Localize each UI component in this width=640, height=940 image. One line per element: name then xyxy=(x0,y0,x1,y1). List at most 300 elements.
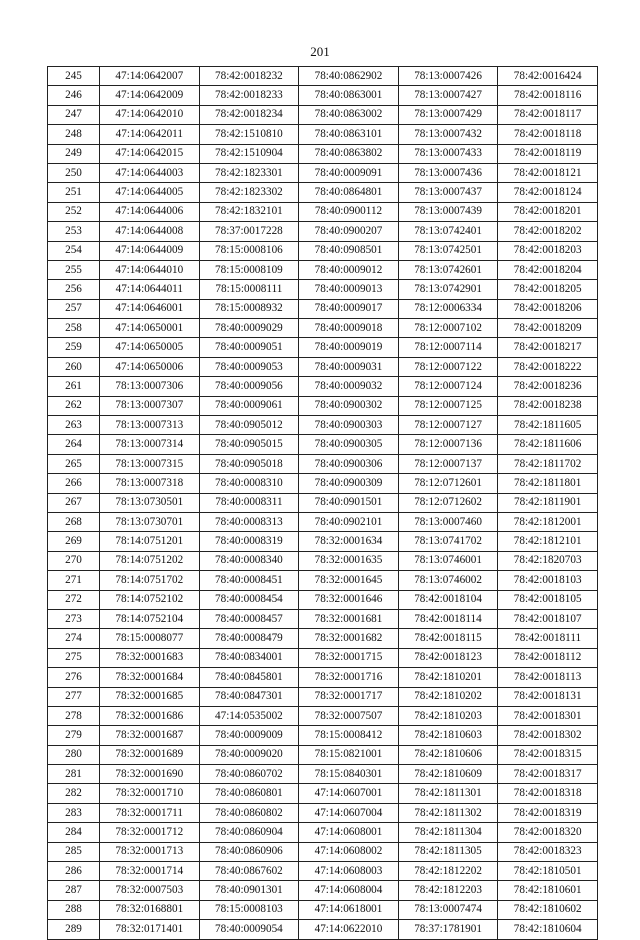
table-row xyxy=(48,338,598,357)
cadastral-number-cell: 78:14:0751201 xyxy=(100,532,200,551)
cadastral-number-cell: 47:14:0607004 xyxy=(299,803,399,822)
cadastral-number-cell: 78:13:0730501 xyxy=(100,493,200,512)
cadastral-number-cell: 78:40:0900112 xyxy=(299,202,399,221)
cadastral-number-cell: 78:32:0001712 xyxy=(100,823,200,842)
cadastral-number-cell: 78:32:0001690 xyxy=(100,765,200,784)
row-number-cell: 265 xyxy=(48,454,100,473)
cadastral-number-cell: 78:42:1810201 xyxy=(398,668,498,687)
row-number-cell: 278 xyxy=(48,706,100,725)
cadastral-number-cell: 78:13:0007313 xyxy=(100,416,200,435)
row-number-cell: 246 xyxy=(48,86,100,105)
cadastral-number-cell: 47:14:0650001 xyxy=(100,319,200,338)
cadastral-number-cell: 78:40:0847301 xyxy=(199,687,299,706)
cadastral-number-cell: 78:40:0902101 xyxy=(299,512,399,531)
table-row xyxy=(48,803,598,822)
cadastral-number-cell: 78:12:0007137 xyxy=(398,454,498,473)
cadastral-number-cell: 78:40:0863101 xyxy=(299,125,399,144)
cadastral-number-cell: 78:13:0007318 xyxy=(100,474,200,493)
cadastral-number-cell: 78:42:0018107 xyxy=(498,609,598,628)
cadastral-number-cell: 78:42:1811702 xyxy=(498,454,598,473)
row-number-cell: 252 xyxy=(48,202,100,221)
cadastral-number-cell: 78:40:0905015 xyxy=(199,435,299,454)
cadastral-number-cell: 78:12:0007136 xyxy=(398,435,498,454)
cadastral-number-cell: 78:40:0863001 xyxy=(299,86,399,105)
cadastral-number-cell: 78:12:0007125 xyxy=(398,396,498,415)
cadastral-number-cell: 78:42:1812202 xyxy=(398,862,498,881)
table-row xyxy=(48,881,598,900)
cadastral-number-cell: 78:42:1811305 xyxy=(398,842,498,861)
table-row xyxy=(48,687,598,706)
row-number-cell: 279 xyxy=(48,726,100,745)
table-row xyxy=(48,222,598,241)
table-row xyxy=(48,280,598,299)
row-number-cell: 248 xyxy=(48,125,100,144)
cadastral-number-cell: 78:15:0008077 xyxy=(100,629,200,648)
row-number-cell: 267 xyxy=(48,493,100,512)
row-number-cell: 283 xyxy=(48,803,100,822)
row-number-cell: 261 xyxy=(48,377,100,396)
row-number-cell: 269 xyxy=(48,532,100,551)
cadastral-number-cell: 78:42:0018103 xyxy=(498,571,598,590)
row-number-cell: 287 xyxy=(48,881,100,900)
cadastral-number-cell: 78:42:1811901 xyxy=(498,493,598,512)
cadastral-number-cell: 78:32:0168801 xyxy=(100,900,200,919)
cadastral-number-cell: 47:14:0644010 xyxy=(100,260,200,279)
cadastral-number-cell: 78:32:0001713 xyxy=(100,842,200,861)
cadastral-number-cell: 78:42:0018320 xyxy=(498,823,598,842)
cadastral-number-cell: 78:40:0009031 xyxy=(299,357,399,376)
cadastral-number-cell: 78:40:0008319 xyxy=(199,532,299,551)
cadastral-number-cell: 78:32:0001689 xyxy=(100,745,200,764)
row-number-cell: 272 xyxy=(48,590,100,609)
row-number-cell: 282 xyxy=(48,784,100,803)
cadastral-number-cell: 78:32:0001634 xyxy=(299,532,399,551)
row-number-cell: 255 xyxy=(48,260,100,279)
cadastral-number-cell: 78:42:1810609 xyxy=(398,765,498,784)
cadastral-number-cell: 78:40:0009054 xyxy=(199,920,299,939)
table-row xyxy=(48,435,598,454)
cadastral-number-cell: 47:14:0608004 xyxy=(299,881,399,900)
cadastral-number-cell: 47:14:0642009 xyxy=(100,86,200,105)
row-number-cell: 262 xyxy=(48,396,100,415)
cadastral-number-cell: 78:42:0018236 xyxy=(498,377,598,396)
cadastral-number-cell: 78:32:0001710 xyxy=(100,784,200,803)
row-number-cell: 275 xyxy=(48,648,100,667)
cadastral-number-cell: 78:42:0018217 xyxy=(498,338,598,357)
row-number-cell: 259 xyxy=(48,338,100,357)
table-row xyxy=(48,842,598,861)
cadastral-number-cell: 78:13:0007315 xyxy=(100,454,200,473)
cadastral-number-cell: 78:40:0009091 xyxy=(299,163,399,182)
cadastral-number-cell: 78:42:0018131 xyxy=(498,687,598,706)
cadastral-number-cell: 78:40:0900305 xyxy=(299,435,399,454)
row-number-cell: 288 xyxy=(48,900,100,919)
row-number-cell: 258 xyxy=(48,319,100,338)
cadastral-number-cell: 78:12:0007114 xyxy=(398,338,498,357)
cadastral-number-cell: 78:42:0018202 xyxy=(498,222,598,241)
cadastral-number-cell: 78:42:1811606 xyxy=(498,435,598,454)
row-number-cell: 256 xyxy=(48,280,100,299)
cadastral-number-cell: 78:32:0001683 xyxy=(100,648,200,667)
cadastral-number-cell: 78:42:0018117 xyxy=(498,105,598,124)
row-number-cell: 257 xyxy=(48,299,100,318)
row-number-cell: 266 xyxy=(48,474,100,493)
table-row xyxy=(48,357,598,376)
cadastral-number-cell: 78:32:0001714 xyxy=(100,862,200,881)
cadastral-number-cell: 78:42:0018201 xyxy=(498,202,598,221)
table-row xyxy=(48,183,598,202)
cadastral-number-cell: 47:14:0644006 xyxy=(100,202,200,221)
row-number-cell: 254 xyxy=(48,241,100,260)
cadastral-number-cell: 78:42:1811302 xyxy=(398,803,498,822)
row-number-cell: 260 xyxy=(48,357,100,376)
cadastral-number-cell: 78:42:1832101 xyxy=(199,202,299,221)
table-row xyxy=(48,590,598,609)
table-row xyxy=(48,512,598,531)
row-number-cell: 245 xyxy=(48,67,100,86)
cadastral-number-cell: 47:14:0607001 xyxy=(299,784,399,803)
cadastral-number-cell: 78:42:1812001 xyxy=(498,512,598,531)
table-row xyxy=(48,745,598,764)
cadastral-number-cell: 78:42:0018124 xyxy=(498,183,598,202)
cadastral-number-cell: 78:14:0752102 xyxy=(100,590,200,609)
cadastral-number-cell: 78:42:0018317 xyxy=(498,765,598,784)
row-number-cell: 270 xyxy=(48,551,100,570)
cadastral-number-cell: 78:15:0840301 xyxy=(299,765,399,784)
cadastral-number-cell: 47:14:0644009 xyxy=(100,241,200,260)
row-number-cell: 274 xyxy=(48,629,100,648)
row-number-cell: 271 xyxy=(48,571,100,590)
cadastral-number-cell: 78:42:0018116 xyxy=(498,86,598,105)
cadastral-number-cell: 78:14:0751702 xyxy=(100,571,200,590)
table-row xyxy=(48,319,598,338)
cadastral-number-cell: 78:13:0742601 xyxy=(398,260,498,279)
cadastral-number-cell: 78:13:0007306 xyxy=(100,377,200,396)
cadastral-number-cell: 78:15:0008103 xyxy=(199,900,299,919)
table-row xyxy=(48,648,598,667)
cadastral-number-cell: 78:42:0018104 xyxy=(398,590,498,609)
row-number-cell: 289 xyxy=(48,920,100,939)
cadastral-number-cell: 78:13:0746001 xyxy=(398,551,498,570)
cadastral-number-cell: 78:40:0900306 xyxy=(299,454,399,473)
cadastral-number-cell: 78:13:0741702 xyxy=(398,532,498,551)
row-number-cell: 249 xyxy=(48,144,100,163)
cadastral-number-cell: 78:42:1812101 xyxy=(498,532,598,551)
table-row xyxy=(48,67,598,86)
row-number-cell: 280 xyxy=(48,745,100,764)
table-row xyxy=(48,765,598,784)
cadastral-number-cell: 78:42:0018204 xyxy=(498,260,598,279)
cadastral-number-cell: 78:15:0008106 xyxy=(199,241,299,260)
table-row xyxy=(48,474,598,493)
cadastral-number-cell: 78:42:0018123 xyxy=(398,648,498,667)
table-row xyxy=(48,532,598,551)
cadastral-number-cell: 78:40:0860904 xyxy=(199,823,299,842)
cadastral-number-cell: 78:42:0018209 xyxy=(498,319,598,338)
cadastral-number-cell: 78:42:1820703 xyxy=(498,551,598,570)
cadastral-number-cell: 78:13:0007314 xyxy=(100,435,200,454)
cadastral-number-cell: 78:40:0009020 xyxy=(199,745,299,764)
cadastral-number-cell: 78:42:1810606 xyxy=(398,745,498,764)
table-row xyxy=(48,900,598,919)
cadastral-number-cell: 78:40:0008454 xyxy=(199,590,299,609)
table-row xyxy=(48,241,598,260)
cadastral-number-cell: 47:14:0608002 xyxy=(299,842,399,861)
cadastral-number-cell: 47:14:0642011 xyxy=(100,125,200,144)
cadastral-number-cell: 78:40:0860906 xyxy=(199,842,299,861)
cadastral-number-cell: 78:15:0008412 xyxy=(299,726,399,745)
table-row xyxy=(48,454,598,473)
cadastral-number-cell: 78:42:0018233 xyxy=(199,86,299,105)
cadastral-number-cell: 78:42:1823301 xyxy=(199,163,299,182)
cadastral-number-cell: 47:14:0646001 xyxy=(100,299,200,318)
cadastral-number-cell: 78:42:0018105 xyxy=(498,590,598,609)
row-number-cell: 263 xyxy=(48,416,100,435)
cadastral-number-cell: 47:14:0650006 xyxy=(100,357,200,376)
cadastral-number-cell: 47:14:0642010 xyxy=(100,105,200,124)
cadastral-number-cell: 78:42:1810604 xyxy=(498,920,598,939)
cadastral-number-cell: 47:14:0618001 xyxy=(299,900,399,919)
cadastral-number-cell: 78:40:0867602 xyxy=(199,862,299,881)
cadastral-number-cell: 78:32:0001682 xyxy=(299,629,399,648)
cadastral-number-cell: 78:42:0018119 xyxy=(498,144,598,163)
cadastral-number-cell: 78:13:0730701 xyxy=(100,512,200,531)
cadastral-number-cell: 78:42:1810603 xyxy=(398,726,498,745)
cadastral-number-cell: 78:32:0007503 xyxy=(100,881,200,900)
cadastral-number-cell: 78:42:0016424 xyxy=(498,67,598,86)
cadastral-number-cell: 78:40:0009053 xyxy=(199,357,299,376)
cadastral-number-cell: 78:40:0905012 xyxy=(199,416,299,435)
cadastral-number-cell: 78:42:0018113 xyxy=(498,668,598,687)
cadastral-number-cell: 78:40:0008451 xyxy=(199,571,299,590)
cadastral-number-cell: 78:13:0007474 xyxy=(398,900,498,919)
cadastral-number-cell: 78:40:0008311 xyxy=(199,493,299,512)
cadastral-number-cell: 78:42:0018203 xyxy=(498,241,598,260)
cadastral-number-cell: 78:40:0900207 xyxy=(299,222,399,241)
cadastral-number-cell: 78:40:0905018 xyxy=(199,454,299,473)
cadastral-number-cell: 78:42:1823302 xyxy=(199,183,299,202)
cadastral-number-cell: 78:40:0900302 xyxy=(299,396,399,415)
cadastral-number-cell: 78:37:0017228 xyxy=(199,222,299,241)
cadastral-number-cell: 78:42:0018238 xyxy=(498,396,598,415)
cadastral-number-cell: 78:42:1810602 xyxy=(498,900,598,919)
table-row xyxy=(48,144,598,163)
table-row xyxy=(48,493,598,512)
cadastral-number-cell: 78:40:0834001 xyxy=(199,648,299,667)
cadastral-number-cell: 78:12:0712601 xyxy=(398,474,498,493)
table-row xyxy=(48,784,598,803)
cadastral-number-cell: 47:14:0650005 xyxy=(100,338,200,357)
cadastral-number-cell: 78:40:0008313 xyxy=(199,512,299,531)
cadastral-number-cell: 78:32:0001645 xyxy=(299,571,399,590)
row-number-cell: 286 xyxy=(48,862,100,881)
cadastral-number-cell: 78:14:0751202 xyxy=(100,551,200,570)
table-row xyxy=(48,125,598,144)
cadastral-number-cell: 78:42:0018111 xyxy=(498,629,598,648)
cadastral-number-cell: 78:40:0009029 xyxy=(199,319,299,338)
cadastral-number-cell: 78:12:0007122 xyxy=(398,357,498,376)
cadastral-number-cell: 78:40:0900309 xyxy=(299,474,399,493)
cadastral-number-cell: 78:12:0007102 xyxy=(398,319,498,338)
cadastral-number-cell: 78:13:0007307 xyxy=(100,396,200,415)
cadastral-number-cell: 47:14:0644005 xyxy=(100,183,200,202)
row-number-cell: 281 xyxy=(48,765,100,784)
cadastral-number-cell: 47:14:0642007 xyxy=(100,67,200,86)
table-row xyxy=(48,571,598,590)
table-row xyxy=(48,377,598,396)
cadastral-number-cell: 78:32:0001646 xyxy=(299,590,399,609)
table-row xyxy=(48,609,598,628)
cadastral-number-cell: 78:42:1811304 xyxy=(398,823,498,842)
cadastral-number-cell: 78:40:0009018 xyxy=(299,319,399,338)
cadastral-number-cell: 78:40:0860801 xyxy=(199,784,299,803)
cadastral-number-cell: 78:40:0901301 xyxy=(199,881,299,900)
cadastral-number-cell: 78:40:0860802 xyxy=(199,803,299,822)
cadastral-number-cell: 78:40:0863802 xyxy=(299,144,399,163)
cadastral-number-cell: 78:42:1812203 xyxy=(398,881,498,900)
cadastral-number-cell: 78:42:1810601 xyxy=(498,881,598,900)
table-row xyxy=(48,163,598,182)
cadastral-number-cell: 78:42:0018121 xyxy=(498,163,598,182)
cadastral-number-cell: 78:13:0742401 xyxy=(398,222,498,241)
cadastral-number-cell: 78:40:0009009 xyxy=(199,726,299,745)
cadastral-number-cell: 78:42:0018222 xyxy=(498,357,598,376)
table-row xyxy=(48,105,598,124)
table-body xyxy=(48,67,598,940)
cadastral-number-cell: 78:40:0009017 xyxy=(299,299,399,318)
cadastral-number-cell: 78:13:0742901 xyxy=(398,280,498,299)
row-number-cell: 277 xyxy=(48,687,100,706)
cadastral-number-cell: 78:40:0864801 xyxy=(299,183,399,202)
cadastral-number-cell: 78:12:0007124 xyxy=(398,377,498,396)
cadastral-number-cell: 78:13:0007439 xyxy=(398,202,498,221)
cadastral-number-cell: 78:13:0007426 xyxy=(398,67,498,86)
cadastral-number-cell: 78:42:0018302 xyxy=(498,726,598,745)
cadastral-number-cell: 78:42:0018232 xyxy=(199,67,299,86)
cadastral-number-cell: 78:32:0001715 xyxy=(299,648,399,667)
cadastral-number-cell: 78:42:1811801 xyxy=(498,474,598,493)
cadastral-number-table xyxy=(47,66,598,940)
cadastral-number-cell: 78:32:0171401 xyxy=(100,920,200,939)
row-number-cell: 251 xyxy=(48,183,100,202)
cadastral-number-cell: 78:42:1510810 xyxy=(199,125,299,144)
cadastral-number-cell: 78:40:0901501 xyxy=(299,493,399,512)
cadastral-number-cell: 78:42:1810501 xyxy=(498,862,598,881)
cadastral-number-cell: 78:42:0018315 xyxy=(498,745,598,764)
cadastral-number-cell: 78:42:0018323 xyxy=(498,842,598,861)
table-row xyxy=(48,260,598,279)
cadastral-number-cell: 78:13:0007432 xyxy=(398,125,498,144)
cadastral-number-cell: 78:13:0007433 xyxy=(398,144,498,163)
cadastral-number-cell: 78:40:0908501 xyxy=(299,241,399,260)
cadastral-number-cell: 47:14:0644011 xyxy=(100,280,200,299)
cadastral-number-cell: 78:15:0008932 xyxy=(199,299,299,318)
cadastral-number-cell: 47:14:0608003 xyxy=(299,862,399,881)
cadastral-number-cell: 78:13:0742501 xyxy=(398,241,498,260)
cadastral-number-cell: 78:40:0008340 xyxy=(199,551,299,570)
row-number-cell: 273 xyxy=(48,609,100,628)
cadastral-number-cell: 78:42:0018319 xyxy=(498,803,598,822)
cadastral-number-cell: 78:42:0018234 xyxy=(199,105,299,124)
cadastral-number-cell: 78:32:0001711 xyxy=(100,803,200,822)
cadastral-number-cell: 78:13:0746002 xyxy=(398,571,498,590)
cadastral-number-cell: 78:12:0007127 xyxy=(398,416,498,435)
cadastral-number-cell: 78:15:0008111 xyxy=(199,280,299,299)
cadastral-number-cell: 78:40:0009012 xyxy=(299,260,399,279)
row-number-cell: 285 xyxy=(48,842,100,861)
cadastral-number-cell: 78:12:0006334 xyxy=(398,299,498,318)
table-row xyxy=(48,299,598,318)
cadastral-number-cell: 78:12:0712602 xyxy=(398,493,498,512)
table-row xyxy=(48,823,598,842)
page-number: 201 xyxy=(310,44,330,59)
table-row xyxy=(48,706,598,725)
cadastral-number-cell: 47:14:0608001 xyxy=(299,823,399,842)
cadastral-number-cell: 78:32:0001635 xyxy=(299,551,399,570)
cadastral-number-cell: 78:32:0001684 xyxy=(100,668,200,687)
cadastral-number-cell: 78:32:0001681 xyxy=(299,609,399,628)
cadastral-number-cell: 47:14:0644003 xyxy=(100,163,200,182)
cadastral-number-cell: 78:40:0009061 xyxy=(199,396,299,415)
cadastral-number-cell: 47:14:0644008 xyxy=(100,222,200,241)
row-number-cell: 268 xyxy=(48,512,100,531)
cadastral-number-cell: 78:40:0845801 xyxy=(199,668,299,687)
table-row xyxy=(48,551,598,570)
cadastral-number-cell: 78:42:0018301 xyxy=(498,706,598,725)
table-row xyxy=(48,416,598,435)
table-row xyxy=(48,202,598,221)
cadastral-number-cell: 78:42:1510904 xyxy=(199,144,299,163)
cadastral-number-cell: 78:37:1781901 xyxy=(398,920,498,939)
cadastral-number-cell: 78:42:1810203 xyxy=(398,706,498,725)
table-row xyxy=(48,86,598,105)
row-number-cell: 276 xyxy=(48,668,100,687)
cadastral-number-cell: 78:32:0001717 xyxy=(299,687,399,706)
cadastral-number-cell: 78:13:0007460 xyxy=(398,512,498,531)
cadastral-number-cell: 78:32:0001716 xyxy=(299,668,399,687)
cadastral-number-cell: 78:42:1810202 xyxy=(398,687,498,706)
cadastral-number-cell: 78:40:0009032 xyxy=(299,377,399,396)
cadastral-number-cell: 47:14:0535002 xyxy=(199,706,299,725)
table-row xyxy=(48,396,598,415)
cadastral-number-cell: 78:13:0007437 xyxy=(398,183,498,202)
cadastral-number-cell: 78:42:0018112 xyxy=(498,648,598,667)
cadastral-number-cell: 47:14:0642015 xyxy=(100,144,200,163)
cadastral-number-cell: 78:40:0008457 xyxy=(199,609,299,628)
cadastral-number-cell: 78:40:0008479 xyxy=(199,629,299,648)
cadastral-number-cell: 78:32:0001686 xyxy=(100,706,200,725)
row-number-cell: 264 xyxy=(48,435,100,454)
cadastral-number-cell: 78:42:0018114 xyxy=(398,609,498,628)
cadastral-number-cell: 78:40:0900303 xyxy=(299,416,399,435)
cadastral-number-cell: 78:32:0007507 xyxy=(299,706,399,725)
row-number-cell: 250 xyxy=(48,163,100,182)
cadastral-number-cell: 78:42:0018118 xyxy=(498,125,598,144)
cadastral-number-cell: 78:40:0009051 xyxy=(199,338,299,357)
cadastral-number-cell: 78:42:1811605 xyxy=(498,416,598,435)
cadastral-number-cell: 78:32:0001685 xyxy=(100,687,200,706)
cadastral-number-cell: 78:13:0007427 xyxy=(398,86,498,105)
cadastral-number-cell: 78:42:0018318 xyxy=(498,784,598,803)
table-row xyxy=(48,629,598,648)
cadastral-number-cell: 78:14:0752104 xyxy=(100,609,200,628)
table-row xyxy=(48,726,598,745)
cadastral-number-cell: 78:40:0009056 xyxy=(199,377,299,396)
cadastral-number-cell: 78:15:0008109 xyxy=(199,260,299,279)
cadastral-number-cell: 78:13:0007429 xyxy=(398,105,498,124)
row-number-cell: 247 xyxy=(48,105,100,124)
row-number-cell: 284 xyxy=(48,823,100,842)
